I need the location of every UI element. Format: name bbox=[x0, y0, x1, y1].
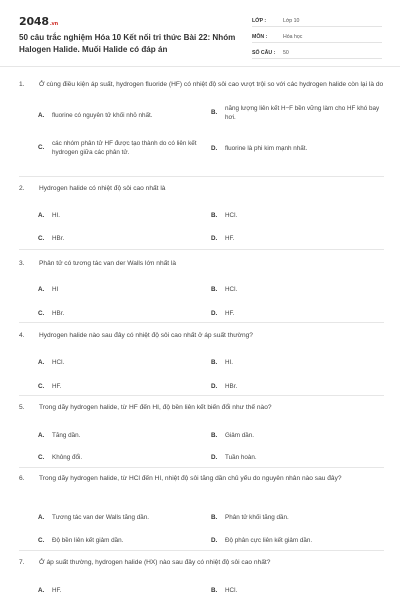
question-text: Phân tử có tương tác van der Walls lớn nhất là bbox=[39, 260, 177, 267]
question-stem bbox=[19, 474, 384, 485]
question-number: 7. bbox=[19, 559, 25, 566]
question-stem bbox=[19, 184, 384, 195]
option-text: Tăng dần. bbox=[52, 431, 81, 439]
question-stem bbox=[19, 558, 384, 569]
option-text: HCl. bbox=[52, 358, 65, 366]
option-letter: C. bbox=[38, 536, 45, 544]
option-d[interactable] bbox=[211, 453, 381, 463]
option-letter: A. bbox=[38, 111, 45, 119]
option-letter: A. bbox=[38, 586, 45, 594]
option-letter: D. bbox=[211, 144, 218, 152]
option-letter: C. bbox=[38, 382, 45, 390]
option-d[interactable] bbox=[211, 144, 381, 154]
option-text: Độ phân cực liên kết giảm dần. bbox=[225, 536, 313, 544]
question-text: Trong dãy hydrogen halide, từ HCl đến HI, nhiệt độ sôi tăng dần chủ yếu do nguyên nhân nào sau đây? bbox=[39, 475, 342, 482]
question-text: Hydrogen halide nào sau đây có nhiệt độ sôi cao nhất ở áp suất thường? bbox=[39, 332, 253, 339]
option-text: HBr. bbox=[52, 309, 65, 317]
question-text: Hydrogen halide có nhiệt độ sôi cao nhất là bbox=[39, 185, 166, 192]
option-text: HI. bbox=[225, 358, 234, 366]
option-c[interactable] bbox=[38, 309, 198, 319]
option-letter: B. bbox=[211, 285, 218, 293]
page-title: 50 câu trắc nghiệm Hóa 10 Kết nối tri thức Bài 22: Nhóm Halogen Halide. Muối Halide có đáp án bbox=[19, 33, 236, 54]
question-6 bbox=[19, 474, 384, 544]
option-text: HCl. bbox=[225, 285, 238, 293]
option-b[interactable] bbox=[211, 104, 381, 124]
option-text: fluorine là phi kim mạnh nhất. bbox=[225, 144, 308, 152]
option-b[interactable] bbox=[211, 285, 381, 295]
option-d[interactable] bbox=[211, 536, 381, 546]
question-number: 5. bbox=[19, 404, 25, 411]
question-text: Ở áp suất thường, hydrogen halide (HX) nào sau đây có nhiệt độ sôi cao nhất? bbox=[39, 559, 271, 566]
option-letter: D. bbox=[211, 453, 218, 461]
option-letter: C. bbox=[38, 453, 45, 461]
option-letter: A. bbox=[38, 431, 45, 439]
site-logo[interactable] bbox=[19, 15, 58, 28]
option-a[interactable] bbox=[38, 111, 198, 121]
option-d[interactable] bbox=[211, 382, 381, 392]
option-letter: C. bbox=[38, 234, 45, 242]
question-stem bbox=[19, 259, 384, 270]
option-letter: D. bbox=[211, 234, 218, 242]
option-text: Phân tử khối tăng dần. bbox=[225, 513, 289, 521]
header-divider bbox=[0, 66, 400, 67]
question-1 bbox=[19, 80, 384, 157]
option-letter: C. bbox=[38, 309, 45, 317]
meta-subject-value: Hóa học bbox=[283, 34, 303, 40]
option-text: HI. bbox=[52, 211, 61, 219]
question-number: 3. bbox=[19, 260, 25, 267]
option-letter: D. bbox=[211, 382, 218, 390]
logo-main: 2048 bbox=[19, 15, 49, 28]
option-text: HBr. bbox=[52, 234, 65, 242]
question-divider bbox=[19, 550, 384, 551]
question-3 bbox=[19, 259, 384, 317]
option-text: HCl. bbox=[225, 211, 238, 219]
meta-count-row bbox=[252, 46, 382, 59]
question-number: 1. bbox=[19, 81, 25, 88]
meta-subject-row bbox=[252, 30, 382, 43]
option-c[interactable] bbox=[38, 536, 198, 546]
option-letter: A. bbox=[38, 285, 45, 293]
option-b[interactable] bbox=[211, 586, 381, 596]
option-a[interactable] bbox=[38, 358, 198, 368]
option-text: HF. bbox=[225, 309, 235, 317]
option-c[interactable] bbox=[38, 139, 198, 159]
option-b[interactable] bbox=[211, 211, 381, 221]
question-number: 4. bbox=[19, 332, 25, 339]
option-letter: B. bbox=[211, 211, 218, 219]
option-c[interactable] bbox=[38, 382, 198, 392]
question-stem bbox=[19, 80, 384, 91]
question-5 bbox=[19, 403, 384, 461]
logo-suffix: .vn bbox=[49, 21, 58, 27]
option-text: HF. bbox=[52, 382, 62, 390]
question-stem bbox=[19, 403, 384, 414]
option-text: fluorine có nguyên tử khối nhỏ nhất. bbox=[52, 111, 153, 119]
option-letter: B. bbox=[211, 109, 218, 117]
option-c[interactable] bbox=[38, 453, 198, 463]
question-divider bbox=[19, 467, 384, 468]
option-text: HBr. bbox=[225, 382, 238, 390]
question-text: Trong dãy hydrogen halide, từ HF đến HI, độ bền liên kết biến đổi như thế nào? bbox=[39, 404, 272, 411]
option-letter: D. bbox=[211, 309, 218, 317]
meta-count-value: 50 bbox=[283, 50, 289, 56]
question-divider bbox=[19, 249, 384, 250]
option-text: Độ bền liên kết giảm dần. bbox=[52, 536, 124, 544]
question-divider bbox=[19, 176, 384, 177]
option-letter: B. bbox=[211, 431, 218, 439]
meta-subject-label: MÔN : bbox=[252, 34, 268, 40]
option-d[interactable] bbox=[211, 309, 381, 319]
question-number: 2. bbox=[19, 185, 25, 192]
meta-count-label: SỐ CÂU : bbox=[252, 50, 276, 56]
option-letter: B. bbox=[211, 586, 218, 594]
option-a[interactable] bbox=[38, 285, 198, 295]
option-b[interactable] bbox=[211, 431, 381, 441]
option-text: Không đổi. bbox=[52, 453, 83, 461]
option-a[interactable] bbox=[38, 513, 198, 523]
option-text: Giảm dần. bbox=[225, 431, 255, 439]
option-text: HF. bbox=[225, 234, 235, 242]
option-text: HI bbox=[52, 285, 59, 293]
meta-class-label: LỚP : bbox=[252, 18, 267, 24]
option-text: Tương tác van der Walls tăng dần. bbox=[52, 513, 150, 521]
option-c[interactable] bbox=[38, 234, 198, 244]
option-letter: A. bbox=[38, 358, 45, 366]
meta-class-row bbox=[252, 14, 382, 27]
question-number: 6. bbox=[19, 475, 25, 482]
option-b[interactable] bbox=[211, 513, 381, 523]
question-text: Ở cùng điều kiện áp suất, hydrogen fluoride (HF) có nhiệt độ sôi cao vượt trội so với các hydrogen halide còn lại là do bbox=[39, 81, 384, 88]
option-letter: A. bbox=[38, 211, 45, 219]
option-b[interactable] bbox=[211, 358, 381, 368]
question-7 bbox=[19, 558, 384, 594]
option-letter: C. bbox=[38, 144, 45, 152]
question-divider bbox=[19, 322, 384, 323]
option-text: năng lượng liên kết H−F bền vững làm cho HF khó bay hơi. bbox=[225, 104, 380, 122]
option-text: HCl. bbox=[225, 586, 238, 594]
option-letter: B. bbox=[211, 513, 218, 521]
meta-class-value: Lớp 10 bbox=[283, 18, 300, 24]
meta-info bbox=[252, 14, 382, 62]
page-header bbox=[0, 0, 400, 70]
option-a[interactable] bbox=[38, 211, 198, 221]
option-letter: A. bbox=[38, 513, 45, 521]
option-a[interactable] bbox=[38, 586, 198, 596]
option-text: các nhóm phân tử HF được tạo thành do có liên kết hydrogen giữa các phân tử. bbox=[52, 139, 197, 157]
option-text: HF. bbox=[52, 586, 62, 594]
option-letter: B. bbox=[211, 358, 218, 366]
option-d[interactable] bbox=[211, 234, 381, 244]
question-2 bbox=[19, 184, 384, 242]
question-4 bbox=[19, 331, 384, 390]
option-letter: D. bbox=[211, 536, 218, 544]
option-a[interactable] bbox=[38, 431, 198, 441]
option-text: Tuần hoàn. bbox=[225, 453, 257, 461]
question-divider bbox=[19, 395, 384, 396]
question-stem bbox=[19, 331, 384, 342]
